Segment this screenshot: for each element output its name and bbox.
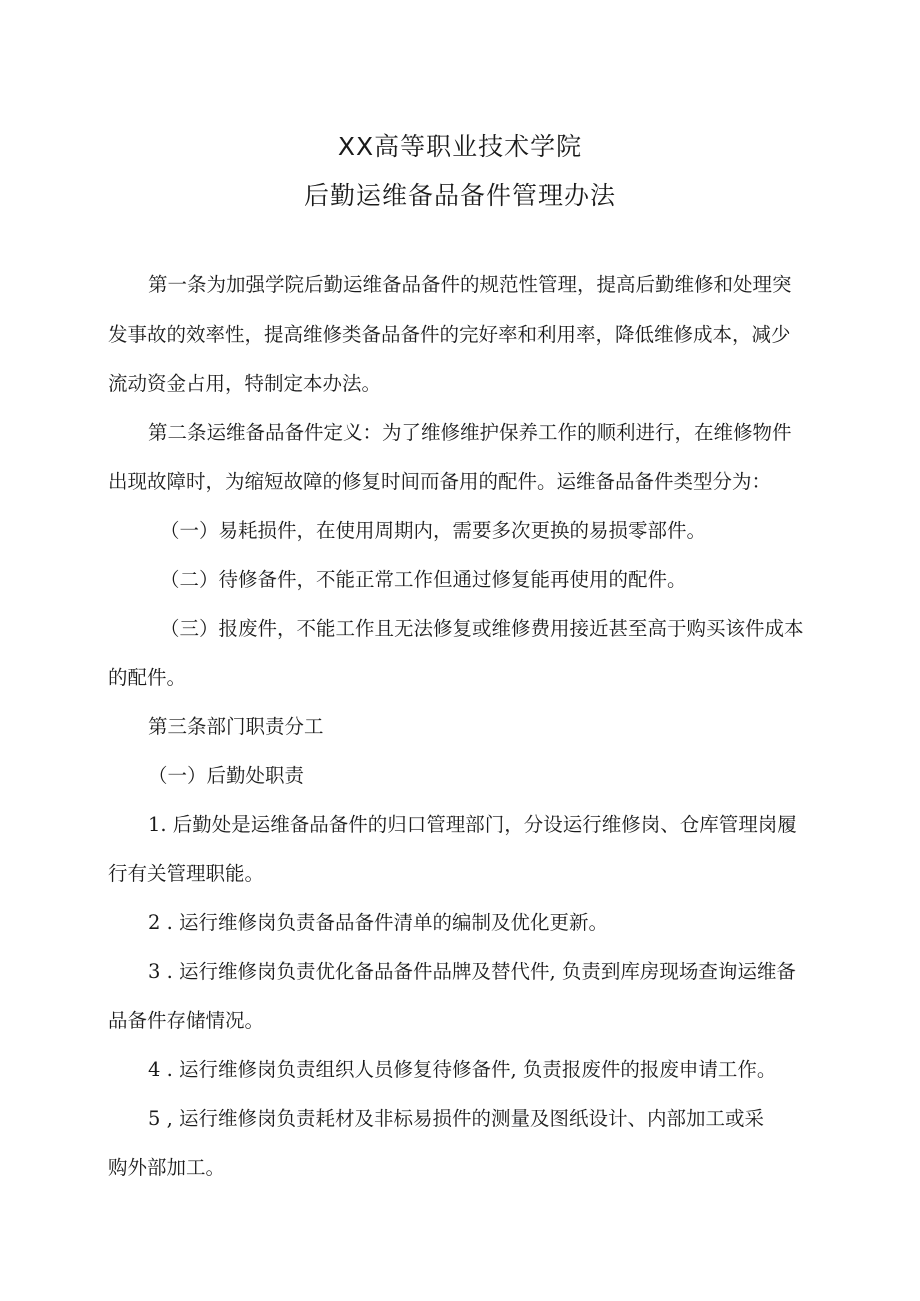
duty3-line2: 品备件存储情况。 <box>108 1009 265 1032</box>
article2-item3-line1: （三）报废件，不能工作且无法修复或维修费用接近甚至高于购买该件成本 <box>160 617 804 640</box>
duty3-line1: 3 . 运行维修岗负责优化备品备件品牌及替代件, 负责到库房现场查询运维备 <box>148 960 796 983</box>
article1-line3: 流动资金占用，特制定本办法。 <box>108 372 382 395</box>
article1-line1: 第一条为加强学院后勤运维备品备件的规范性管理，提高后勤维修和处理突 <box>148 273 792 296</box>
document-title-school: XX高等职业技术学院 <box>337 132 583 161</box>
duty1-line1: 1. 后勤处是运维备品备件的归口管理部门，分设运行维修岗、仓库管理岗履 <box>148 813 797 836</box>
document-title-regulation: 后勤运维备品备件管理办法 <box>303 181 616 210</box>
duty5-line2: 购外部加工。 <box>108 1156 226 1179</box>
duty5-line1: 5 , 运行维修岗负责耗材及非标易损件的测量及图纸设计、内部加工或采 <box>148 1107 765 1130</box>
article2-line2: 出现故障时，为缩短故障的修复时间而备用的配件。运维备品备件类型分为： <box>108 470 772 493</box>
duty4-line1: 4 . 运行维修岗负责组织人员修复待修备件, 负责报废件的报废申请工作。 <box>148 1058 777 1081</box>
article3-section1-heading: （一）后勤处职责 <box>148 764 305 787</box>
article2-line1: 第二条运维备品备件定义：为了维修维护保养工作的顺利进行，在维修物件 <box>148 421 792 444</box>
article2-item2: （二）待修备件，不能正常工作但通过修复能再使用的配件。 <box>160 568 687 591</box>
duty1-line2: 行有关管理职能。 <box>108 862 265 885</box>
article2-item3-line2: 的配件。 <box>108 666 187 689</box>
article3-heading: 第三条部门职责分工 <box>148 715 324 738</box>
article2-item1: （一）易耗损件，在使用周期内，需要多次更换的易损零部件。 <box>160 519 707 542</box>
article1-line2: 发事故的效率性，提高维修类备品备件的完好率和利用率，降低维修成本，减少 <box>108 323 791 346</box>
duty2-line1: 2 . 运行维修岗负责备品备件清单的编制及优化更新。 <box>148 911 609 934</box>
